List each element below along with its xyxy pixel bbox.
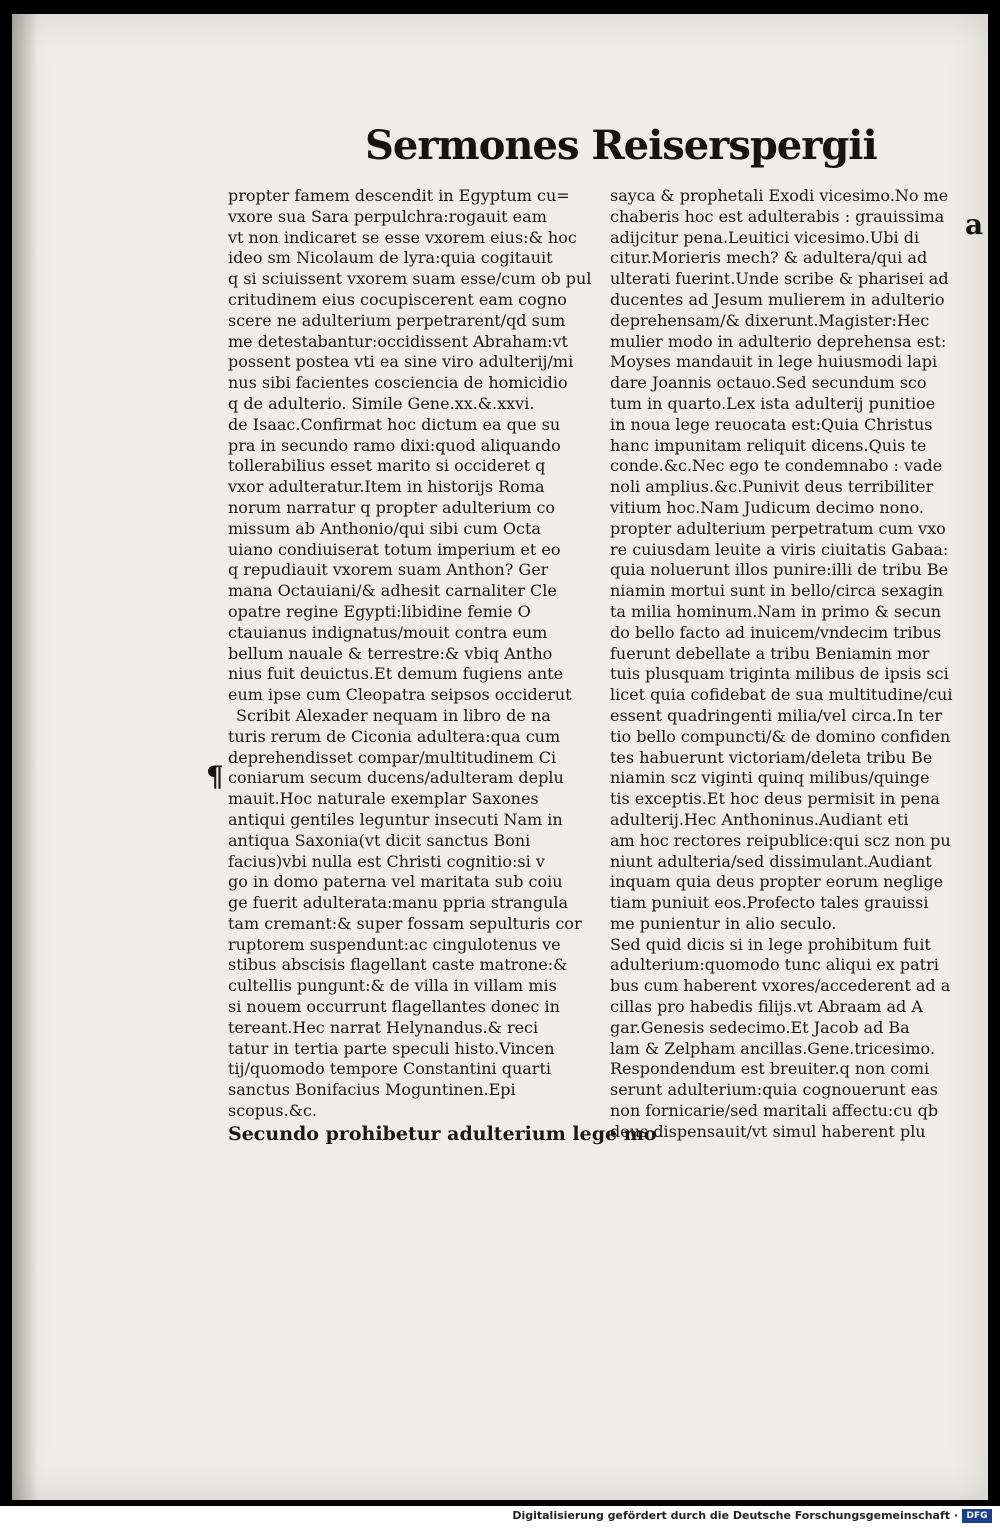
text-line: licet quia cofidebat de sua multitudine/cui <box>610 685 953 705</box>
text-line: conde.&c.Nec ego te condemnabo : vade <box>610 456 943 476</box>
text-line: serunt adulterium:quia cognouerunt eas <box>610 1080 939 1100</box>
text-line: nus sibi facientes cosciencia de homicidio <box>228 373 568 393</box>
text-line: deprehensam/& dixerunt.Magister:Hec <box>610 310 930 330</box>
text-line: tis exceptis.Et hoc deus permisit in pena <box>610 789 940 809</box>
text-line: tum in quarto.Lex ista adulterij punitioe <box>610 393 936 413</box>
text-line: tuis plusquam triginta milibus de ipsis sci <box>610 664 949 684</box>
text-line: adulterium:quomodo tunc aliqui ex patri <box>610 955 939 975</box>
text-line: vt non indicaret se esse vxorem eius:& hoc <box>228 227 577 247</box>
text-line: niamin mortui sunt in bello/circa sexagin <box>610 581 944 601</box>
text-line: vxor adulteratur.Item in historijs Roma <box>228 477 545 497</box>
text-line: go in domo paterna vel maritata sub coiu <box>228 872 563 892</box>
text-line: q repudiauit vxorem suam Anthon? Ger <box>228 560 549 580</box>
text-line: ta milia hominum.Nam in primo & secun <box>610 601 942 621</box>
text-line: fuerunt debellate a tribu Beniamin mor <box>610 643 930 663</box>
text-line: si nouem occurrunt flagellantes donec in <box>228 997 560 1017</box>
text-line: propter famem descendit in Egyptum cu= <box>228 186 570 205</box>
text-line: me punientur in alio seculo. <box>610 913 837 933</box>
text-line: Respondendum est breuiter.q non comi <box>610 1059 930 1079</box>
text-line: quia noluerunt illos punire:illi de tribu Be <box>610 560 949 580</box>
text-line: mulier modo in adulterio deprehensa est: <box>610 331 947 351</box>
text-line: tollerabilius esset marito si occideret q <box>228 456 546 476</box>
text-line: scere ne adulterium perpetrarent/qd sum <box>228 310 566 330</box>
text-line: ge fuerit adulterata:manu ppria strangula <box>228 893 569 913</box>
text-line: me detestabantur:occidissent Abraham:vt <box>228 331 568 351</box>
text-line: vitium hoc.Nam Judicum decimo nono. <box>610 497 925 517</box>
text-line: cultellis pungunt:& de villa in villam mis <box>228 976 557 996</box>
text-line: sayca & prophetali Exodi vicesimo.No me <box>610 186 949 205</box>
text-line: cillas pro habedis filijs.vt Abraam ad A <box>610 997 923 1017</box>
text-line: ideo sm Nicolaum de lyra:quia cogitauit <box>228 248 553 268</box>
text-line: ducentes ad Jesum mulierem in adulterio <box>610 289 945 309</box>
text-line: tij/quomodo tempore Constantini quarti <box>228 1059 551 1079</box>
text-line: pra in secundo ramo dixi:quod aliquando <box>228 435 561 455</box>
text-line: am hoc rectores reipublice:qui scz non pu <box>610 830 951 850</box>
text-line: deprehendisset compar/multitudinem Ci <box>228 747 557 767</box>
text-line: in noua lege reuocata est:Quia Christus <box>610 414 933 434</box>
text-line: tes habuerunt victoriam/deleta tribu Be <box>610 747 933 767</box>
text-line: q si sciuissent vxorem suam esse/cum ob pul <box>228 269 592 289</box>
right-text-column <box>610 186 985 1143</box>
text-line: uiano condiuiserat totum imperium et eo <box>228 539 561 559</box>
text-line: dare Joannis octauo.Sed secundum sco <box>610 373 927 393</box>
text-line: tam cremant:& super fossam sepulturis cor <box>228 913 582 933</box>
funding-credit: Digitalisierung gefördert durch die Deutsche Forschungsgemeinschaft · <box>512 1509 958 1522</box>
text-line: deus dispensauit/vt simul haberent plu <box>610 1121 926 1141</box>
text-line: essent quadringenti milia/vel circa.In ter <box>610 705 942 725</box>
text-line: niunt adulteria/sed dissimulant.Audiant <box>610 851 932 871</box>
text-line: vxore sua Sara perpulchra:rogauit eam <box>228 206 547 226</box>
dfg-logo: DFG <box>962 1509 992 1523</box>
text-line: de Isaac.Confirmat hoc dictum ea que su <box>228 414 561 434</box>
text-line: sanctus Bonifacius Moguntinen.Epi <box>228 1080 516 1100</box>
running-head: Sermones Reiserspergii <box>365 122 877 169</box>
text-line: facius)vbi nulla est Christi cognitio:si v <box>228 851 545 871</box>
text-line: turis rerum de Ciconia adultera:qua cum <box>228 726 561 746</box>
text-line: opatre regine Egypti:libidine femie O <box>228 601 531 621</box>
marginal-letter: a <box>965 208 984 241</box>
text-line: inquam quia deus propter eorum neglige <box>610 872 944 892</box>
text-line: ctauianus indignatus/mouit contra eum <box>228 622 548 642</box>
text-line: scopus.&c. <box>228 1101 317 1121</box>
text-line: antiqui gentiles leguntur insecuti Nam in <box>228 809 563 829</box>
text-line: noli amplius.&c.Punivit deus terribiliter <box>610 477 934 497</box>
text-line: gar.Genesis sedecimo.Et Jacob ad Ba <box>610 1017 910 1037</box>
text-line: Scribit Alexader nequam in libro de na <box>236 705 551 725</box>
text-line: ruptorem suspendunt:ac cingulotenus ve <box>228 934 561 954</box>
text-line: q de adulterio. Simile Gene.xx.&.xxvi. <box>228 393 535 413</box>
text-line: missum ab Anthonio/qui sibi cum Octa <box>228 518 541 538</box>
text-line: tereant.Hec narrat Helynandus.& reci <box>228 1017 539 1037</box>
text-line: lam & Zelpham ancillas.Gene.tricesimo. <box>610 1038 935 1058</box>
text-line: do bello facto ad inuicem/vndecim tribus <box>610 622 942 642</box>
text-line: stibus abscisis flagellant caste matrone:& <box>228 955 568 975</box>
text-line: Secundo prohibetur adulterium lege mo <box>228 1122 657 1145</box>
text-line: antiqua Saxonia(vt dicit sanctus Boni <box>228 830 531 850</box>
text-line: eum ipse cum Cleopatra seipsos occiderut <box>228 685 572 705</box>
text-line: tatur in tertia parte speculi histo.Vincen <box>228 1038 555 1058</box>
text-line: coniarum secum ducens/adulteram deplu <box>228 768 564 788</box>
text-line: adijcitur pena.Leuitici vicesimo.Ubi di <box>610 227 920 247</box>
text-line: tiam puniuit eos.Profecto tales grauissi <box>610 893 929 913</box>
text-line: bus cum haberent vxores/accederent ad a <box>610 976 951 996</box>
text-line: non fornicarie/sed maritali affectu:cu qb <box>610 1101 939 1121</box>
text-line: hanc impunitam reliquit dicens.Quis te <box>610 435 927 455</box>
text-line: adulterij.Hec Anthoninus.Audiant eti <box>610 809 909 829</box>
text-line: mauit.Hoc naturale exemplar Saxones <box>228 789 539 809</box>
text-line: propter adulterium perpetratum cum vxo <box>610 518 946 538</box>
text-line: Sed quid dicis si in lege prohibitum fuit <box>610 934 931 954</box>
text-line: norum narratur q propter adulterium co <box>228 497 556 517</box>
text-line: Moyses mandauit in lege huiusmodi lapi <box>610 352 938 372</box>
text-line: niamin scz viginti quinq milibus/quinge <box>610 768 930 788</box>
paragraph-mark: ¶ <box>206 760 224 793</box>
text-line: possent postea vti ea sine viro adulterij/mi <box>228 352 574 372</box>
binding-shadow <box>12 14 38 1500</box>
left-text-column <box>228 186 657 1146</box>
text-line: critudinem eius cocupiscerent eam cogno <box>228 289 567 309</box>
text-line: bellum nauale & terrestre:& vbiq Antho <box>228 643 553 663</box>
text-line: nius fuit deuictus.Et demum fugiens ante <box>228 664 564 684</box>
text-line: chaberis hoc est adulterabis : grauissima <box>610 206 945 226</box>
text-line: re cuiusdam leuite a viris ciuitatis Gabaa: <box>610 539 949 559</box>
text-line: citur.Morieris mech? & adultera/qui ad <box>610 248 928 268</box>
text-line: tio bello compuncti/& de domino confiden <box>610 726 951 746</box>
text-line: ulterati fuerint.Unde scribe & pharisei ad <box>610 269 949 289</box>
text-line: mana Octauiani/& adhesit carnaliter Cle <box>228 581 557 601</box>
